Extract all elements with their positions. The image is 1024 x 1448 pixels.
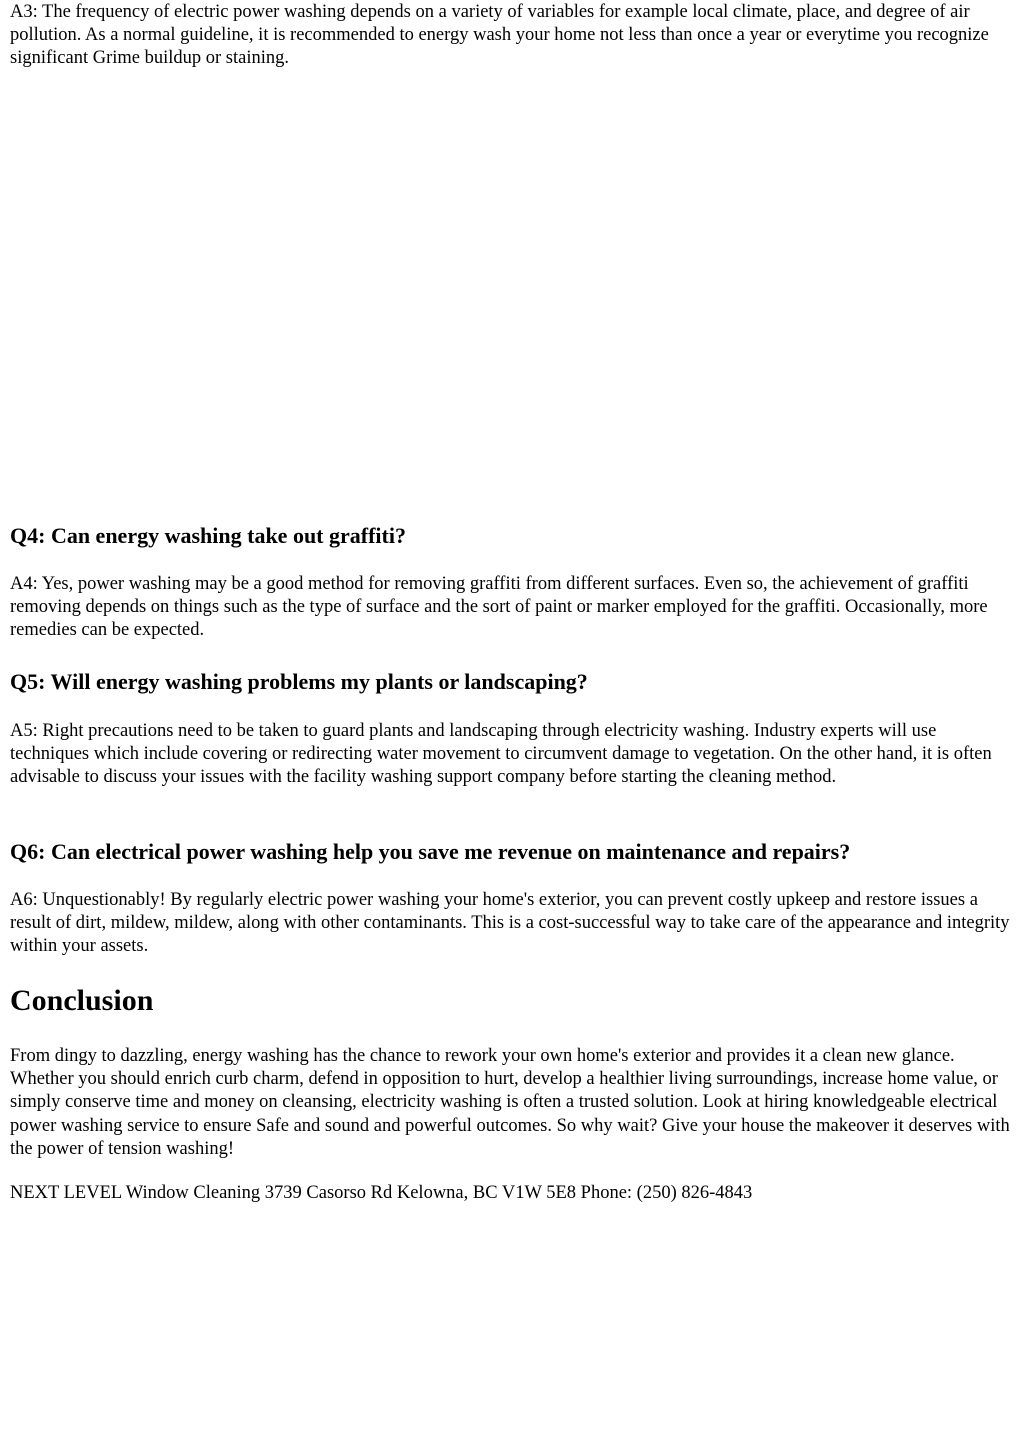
conclusion-heading: Conclusion <box>10 984 154 1017</box>
answer-a6: A6: Unquestionably! By regularly electric power washing your home's exterior, you can prevent costly upkeep and restore issues a result of dirt, mildew, mildew, along with other contaminants. This is a cost-successful way to take care of the appearance and integrity within your assets. <box>10 890 1010 957</box>
question-q4-heading: Q4: Can energy washing take out graffiti? <box>10 523 406 548</box>
answer-a4: A4: Yes, power washing may be a good method for removing graffiti from different surfaces. Even so, the achievement of graffiti removing depends on things such as the type of surface and the sort of paint or marker employed for the graffiti. Occasionally, more remedies can be expected. <box>10 574 988 641</box>
answer-a3: A3: The frequency of electric power washing depends on a variety of variables for example local climate, place, and degree of air pollution. As a normal guideline, it is recommended to energy wash your home not less than once a year or everytime you recognize significant Grime buildup or staining. <box>10 2 989 69</box>
contact-info: NEXT LEVEL Window Cleaning 3739 Casorso Rd Kelowna, BC V1W 5E8 Phone: (250) 826-4843 <box>10 1183 753 1203</box>
conclusion-paragraph: From dingy to dazzling, energy washing has the chance to rework your own home's exterior and provides it a clean new glance. Whether you should enrich curb charm, defend in opposition to hurt, develop a healthier living surroundings, increase home value, or simply conserve time and money on cleansing, electricity washing is often a trusted solution. Look at hiring knowledgeable electrical power washing service to ensure Safe and sound and powerful outcomes. So why wait? Give your house the makeover it deserves with the power of tension washing! <box>10 1046 1010 1159</box>
question-q5-heading: Q5: Will energy washing problems my plants or landscaping? <box>10 669 588 694</box>
question-q6-heading: Q6: Can electrical power washing help you save me revenue on maintenance and repairs? <box>10 839 851 864</box>
answer-a5: A5: Right precautions need to be taken to guard plants and landscaping through electricity washing. Industry experts will use techniques which include covering or redirecting water movement to circumvent damage to vegetation. On the other hand, it is often advisable to discuss your issues with the facility washing support company before starting the cleaning method. <box>10 721 992 788</box>
